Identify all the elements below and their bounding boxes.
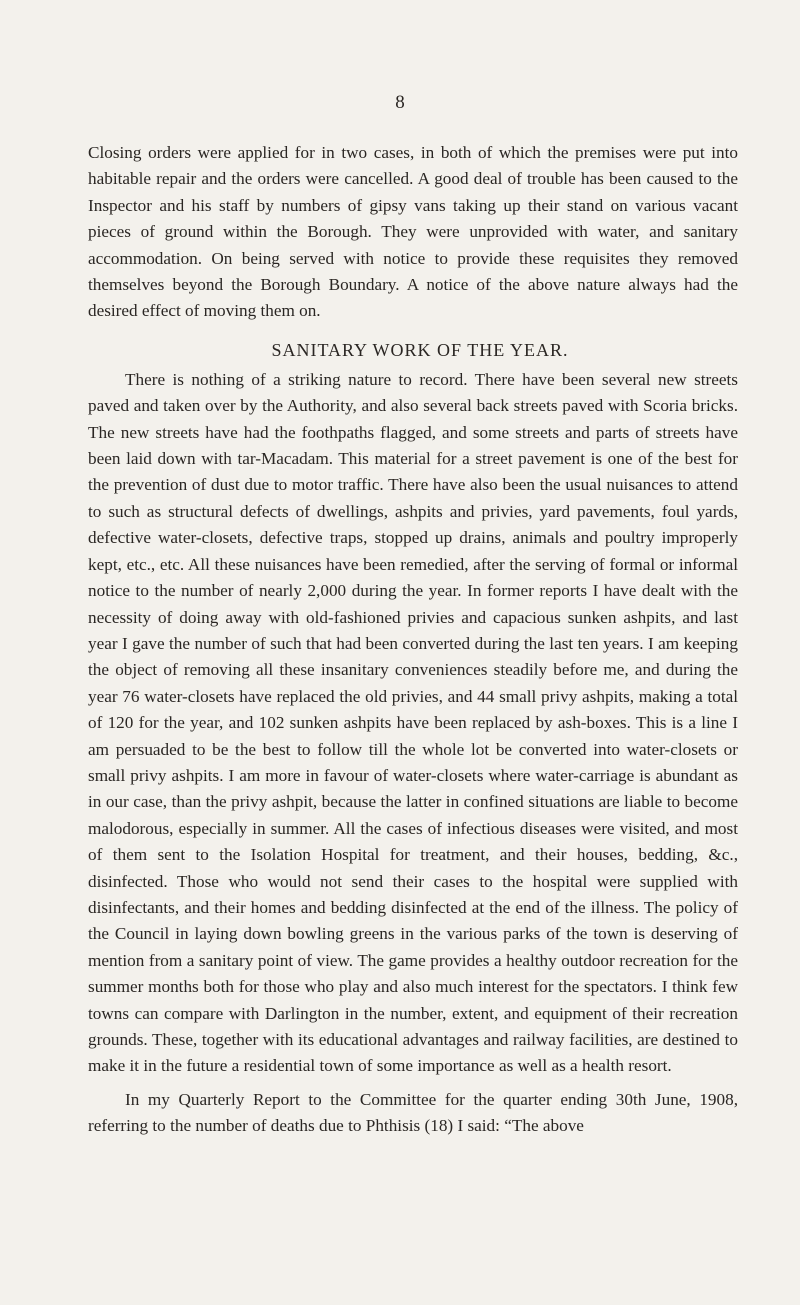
section-heading: SANITARY WORK OF THE YEAR.: [271, 339, 569, 360]
paragraph-quarterly-report: In my Quarterly Report to the Committee for the quarter ending 30th June, 1908, referring to the number of deaths due to Phthisis (18) I said: “The above: [88, 1089, 738, 1136]
paragraph-closing-orders: Closing orders were applied for in two cases, in both of which the premises were put into habitable repair and the orders were cancelled. A good deal of trouble has been caused to the Inspector and his staff by numbers of gipsy vans taking up their stand on various vacant pieces of ground within the Borough. They were unprovided with water, and sanitary accommodation. On being served with notice to provide these requisites they removed themselves beyond the Borough Boundary. A notice of the above nature always had the desired effect of moving them on.: [88, 143, 738, 321]
page-number: 8: [395, 92, 405, 113]
paragraph-sanitary-work: There is nothing of a striking nature to record. There have been several new streets paved and taken over by the Authority, and also several back streets paved with Scoria bricks. The new streets have had the foothpaths flagged, and some streets and parts of streets have been laid down with tar-Macadam. This material for a street pavement is one of the best for the prevention of dust due to motor traffic. There have also been the usual nuisances to attend to such as structural defects of dwellings, ashpits and privies, yard pavements, foul yards, defective water-closets, defective traps, stopped up drains, animals and poultry improperly kept, etc., etc. All these nuisances have been remedied, after the serving of formal or informal notice to the number of nearly 2,000 during the year. In former reports I have dealt with the necessity of doing away with old-fashioned privies and capacious sunken ashpits, and last year I gave the number of such that had been converted during the last ten years. I am keeping the object of removing all these insanitary conveniences steadily before me, and during the year 76 water-closets have replaced the old privies, and 44 small privy ashpits, making a total of 120 for the year, and 102 sunken ashpits have been replaced by ash-boxes. This is a line I am persuaded to be the best to follow till the whole lot be converted into water-closets or small privy ashpits. I am more in favour of water-closets where water-carriage is abundant as in our case, than the privy ashpit, because the latter in confined situations are liable to become malodorous, especially in summer. All the cases of infectious diseases were visited, and most of them sent to the Isolation Hospital for treatment, and their houses, bedding, &c., disinfected. Those who would not send their cases to the hospital were supplied with disinfectants, and their homes and bedding disinfected at the end of the illness. The policy of the Council in laying down bowling greens in the various parks of the town is deserving of mention from a sanitary point of view. The game provides a healthy outdoor recreation for the summer months both for those who play and also much interest for the spectators. I think few towns can compare with Darlington in the number, extent, and equipment of their recreation grounds. These, together with its educational advantages and railway facilities, are destined to make it in the future a residential town of some importance as well as a health resort.: [88, 369, 738, 1076]
document-body: [88, 140, 738, 1140]
